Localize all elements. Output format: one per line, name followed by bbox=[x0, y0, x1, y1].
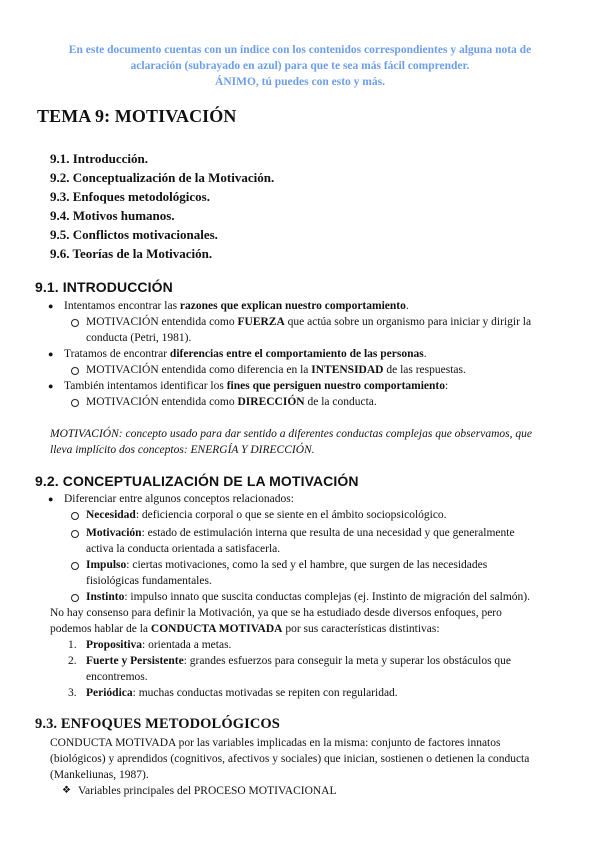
intro-sub-bullet-3 bbox=[86, 394, 377, 410]
enfoques-paragraph-cont: (biológicos) y aprendidos (cognitivos, afectivos y sociales) que inician, sostienen o detienen la conducta bbox=[50, 753, 530, 765]
bold-run: diferencias entre el comportamiento de las personas bbox=[169, 348, 424, 360]
diamond-bullet-icon: ❖ bbox=[62, 785, 71, 796]
concept-motivacion bbox=[86, 525, 515, 541]
concept-impulso-cont: fisiológicas fundamentales. bbox=[86, 575, 212, 587]
text-run: podemos hablar de la bbox=[50, 623, 151, 635]
text-run: MOTIVACIÓN entendida como diferencia en la bbox=[86, 364, 312, 376]
bullet-circle-icon bbox=[71, 319, 79, 327]
bullet-circle-icon bbox=[71, 594, 79, 602]
trait-propositiva bbox=[86, 637, 231, 653]
text-run: También intentamos identificar los bbox=[64, 380, 227, 392]
note-line-3: ÁNIMO, tú puedes con esto y más. bbox=[215, 76, 385, 88]
page-title: TEMA 9: MOTIVACIÓN bbox=[37, 106, 237, 126]
text-run: que actúa sobre un organismo para iniciar y dirigir la bbox=[284, 316, 532, 328]
text-run: de las respuestas. bbox=[383, 364, 466, 376]
trait-fuerte-persistente-cont: encontremos. bbox=[86, 671, 148, 683]
bullet-circle-icon bbox=[71, 530, 79, 538]
bold-run: razones que explican nuestro comportamiento bbox=[179, 300, 406, 312]
bullet-circle-icon bbox=[71, 562, 79, 570]
text-run: Intentamos encontrar las bbox=[64, 300, 180, 312]
bold-run: Propositiva bbox=[86, 639, 143, 651]
bullet-circle-icon bbox=[71, 367, 79, 375]
text-run: por sus características distintivas: bbox=[282, 623, 440, 635]
enfoques-paragraph: CONDUCTA MOTIVADA por las variables implicadas en la misma: conjunto de factores innatos bbox=[50, 737, 501, 749]
bullet-circle-icon bbox=[71, 399, 79, 407]
intro-bullet-1 bbox=[64, 298, 409, 314]
trait-periodica bbox=[86, 685, 398, 701]
toc-item[interactable]: 9.4. Motivos humanos. bbox=[50, 208, 175, 223]
concept-necesidad bbox=[86, 507, 447, 523]
bullet-dot-icon: ● bbox=[48, 349, 54, 359]
intro-sub-bullet-2 bbox=[86, 362, 466, 378]
concept-instinto bbox=[86, 589, 530, 605]
trait-fuerte-persistente bbox=[86, 653, 511, 669]
enfoques-paragraph-cont: (Mankeliunas, 1987). bbox=[50, 769, 149, 781]
bold-run: CONDUCTA MOTIVADA bbox=[150, 623, 283, 635]
toc-item[interactable]: 9.5. Conflictos motivacionales. bbox=[50, 227, 218, 242]
text-run: : grandes esfuerzos para conseguir la meta y superar los obstáculos que bbox=[183, 655, 512, 667]
toc-item[interactable]: 9.1. Introducción. bbox=[50, 151, 148, 166]
consensus-paragraph-cont bbox=[50, 621, 440, 637]
list-number: 1. bbox=[68, 639, 77, 651]
section-heading-introduccion: 9.1. INTRODUCCIÓN bbox=[35, 279, 173, 295]
bold-run: Periódica bbox=[86, 687, 133, 699]
concept-motivacion-cont: activa la conducta orientada a satisfacerla. bbox=[86, 543, 281, 555]
motivation-definition: MOTIVACIÓN: concepto usado para dar sentido a diferentes conductas complejas que observamos, que bbox=[50, 428, 532, 440]
list-number: 3. bbox=[68, 687, 77, 699]
bold-run: FUERZA bbox=[237, 316, 285, 328]
text-run: : bbox=[445, 380, 449, 392]
text-run: de la conducta. bbox=[304, 396, 377, 408]
motivation-definition-cont: lleva implícito dos conceptos: ENERGÍA Y DIRECCIÓN. bbox=[50, 444, 315, 456]
text-run: : ciertas motivaciones, como la sed y el hambre, que surgen de las necesidades bbox=[126, 559, 488, 571]
section-heading-conceptualizacion: 9.2. CONCEPTUALIZACIÓN DE LA MOTIVACIÓN bbox=[35, 473, 359, 489]
consensus-paragraph: No hay consenso para definir la Motivación, ya que se ha estudiado desde diversos enfoques, pero bbox=[50, 607, 502, 619]
bullet-circle-icon bbox=[71, 512, 79, 520]
concept-bullet: Diferenciar entre algunos conceptos relacionados: bbox=[64, 493, 294, 505]
bold-run: fines que persiguen nuestro comportamiento bbox=[226, 380, 445, 392]
text-run: : orientada a metas. bbox=[142, 639, 232, 651]
bold-run: Fuerte y Persistente bbox=[86, 655, 184, 667]
text-run: . bbox=[423, 348, 427, 360]
intro-sub-bullet-1-cont: conducta (Petri, 1981). bbox=[86, 332, 192, 344]
table-of-contents bbox=[50, 149, 274, 263]
bullet-dot-icon: ● bbox=[48, 301, 54, 311]
bold-run: Instinto bbox=[86, 591, 125, 603]
bold-run: Necesidad bbox=[86, 509, 136, 521]
intro-bullet-3 bbox=[64, 378, 448, 394]
bullet-dot-icon: ● bbox=[48, 494, 54, 504]
text-run: MOTIVACIÓN entendida como bbox=[86, 396, 238, 408]
toc-item[interactable]: 9.3. Enfoques metodológicos. bbox=[50, 189, 210, 204]
variables-bullet: Variables principales del PROCESO MOTIVACIONAL bbox=[78, 785, 337, 797]
intro-bullet-2 bbox=[64, 346, 427, 362]
toc-item[interactable]: 9.6. Teorías de la Motivación. bbox=[50, 246, 213, 261]
concept-impulso bbox=[86, 557, 487, 573]
intro-sub-bullet-1 bbox=[86, 314, 531, 330]
clarification-note bbox=[40, 42, 560, 90]
bold-run: DIRECCIÓN bbox=[237, 396, 305, 408]
text-run: MOTIVACIÓN entendida como bbox=[86, 316, 238, 328]
text-run: . bbox=[405, 300, 409, 312]
list-number: 2. bbox=[68, 655, 77, 667]
text-run: : muchas conductas motivadas se repiten con regularidad. bbox=[132, 687, 398, 699]
text-run: : deficiencia corporal o que se siente en el ámbito sociopsicológico. bbox=[135, 509, 447, 521]
bullet-dot-icon: ● bbox=[48, 381, 54, 391]
text-run: : impulso innato que suscita conductas complejas (ej. Instinto de migración del salmón). bbox=[124, 591, 530, 603]
bold-run: INTENSIDAD bbox=[311, 364, 384, 376]
text-run: : estado de estimulación interna que resulta de una necesidad y que generalmente bbox=[141, 527, 515, 539]
text-run: Tratamos de encontrar bbox=[64, 348, 170, 360]
note-line-1: En este documento cuentas con un índice con los contenidos correspondientes y alguna nota de bbox=[68, 44, 532, 56]
section-heading-enfoques: 9.3. ENFOQUES METODOLÓGICOS bbox=[35, 716, 280, 732]
note-line-2: aclaración (subrayado en azul) para que te sea más fácil comprender. bbox=[130, 60, 470, 72]
toc-item[interactable]: 9.2. Conceptualización de la Motivación. bbox=[50, 170, 275, 185]
bold-run: Impulso bbox=[86, 559, 127, 571]
bold-run: Motivación bbox=[86, 527, 142, 539]
